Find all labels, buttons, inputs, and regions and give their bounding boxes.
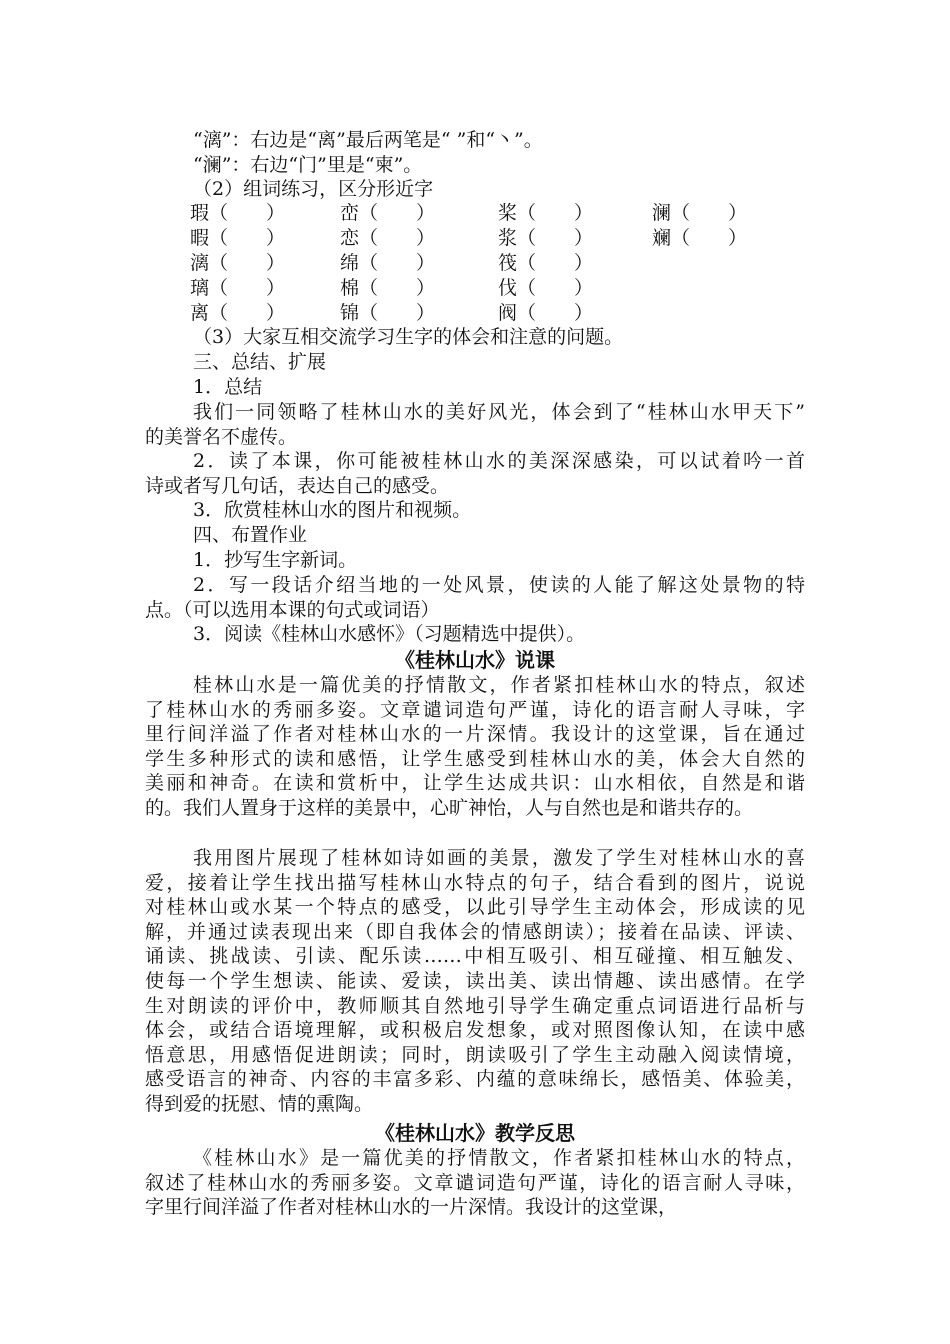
talk-p1-line: 学生多种形式的读和感悟，让学生感受到桂林山水的美，体会大自然的 [145, 748, 805, 770]
word-cell: 锦（ ） [340, 302, 436, 324]
stroke-note-line: “漓”：右边是“离”最后两笔是“ ”和“丶”。 [193, 129, 543, 151]
homework-item-2-line: 点。（可以选用本课的句式或词语） [145, 599, 440, 621]
section-3-heading: 三、总结、扩展 [193, 351, 327, 373]
word-cell: 恋（ ） [340, 227, 436, 249]
word-cell: 阀（ ） [498, 302, 594, 324]
talk-p2-line: 使每一个学生想读、能读、爱读，读出美、读出情趣、读出感情。在学 [145, 970, 805, 992]
summary-line: 我们一同领略了桂林山水的美好风光，体会到了“桂林山水甲天下” [193, 401, 805, 423]
talk-p1-line: 美丽和神奇。在读和赏析中，让学生达成共识：山水相依，自然是和谐 [145, 772, 805, 794]
talk-p2-line: 悟意思，用感悟促进朗读；同时，朗读吸引了学生主动融入阅读情境， [145, 1044, 805, 1066]
word-cell: 峦（ ） [340, 202, 436, 224]
word-cell: 离（ ） [190, 302, 286, 324]
word-cell: 筏（ ） [498, 252, 594, 274]
word-cell: 棉（ ） [340, 277, 436, 299]
talk-p2-line: 爱，接着让学生找出描写桂林山水特点的句子，结合看到的图片，说说 [145, 872, 805, 894]
talk-p1-line: 里行间洋溢了作者对桂林山水的一片深情。我设计的这堂课，旨在通过 [145, 723, 805, 745]
summary-item-2-line: 2．读了本课，你可能被桂林山水的美深深感染，可以试着吟一首 [193, 450, 805, 472]
talk-p2-line: 诵读、挑战读、引读、配乐读……中相互吸引、相互碰撞、相互触发、 [145, 945, 805, 967]
talk-p1-line: 的。我们人置身于这样的美景中，心旷神怡，人与自然也是和谐共存的。 [145, 797, 754, 819]
word-cell: 暇（ ） [190, 227, 286, 249]
word-cell: 浆（ ） [498, 227, 594, 249]
word-cell: 璃（ ） [190, 277, 286, 299]
exercise-3: （3）大家互相交流学习生字的体会和注意的问题。 [193, 326, 624, 348]
reflect-p1-line: 字里行间洋溢了作者对桂林山水的一片深情。我设计的这堂课， [145, 1196, 678, 1218]
section-4-heading: 四、布置作业 [193, 524, 308, 546]
summary-label: 1．总结 [193, 376, 263, 398]
talk-p2-line: 体会，或结合语境理解，或积极启发想象，或对照图像认知，在读中感 [145, 1019, 805, 1041]
word-cell: 伐（ ） [498, 277, 594, 299]
talk-p2-line: 我用图片展现了桂林如诗如画的美景，激发了学生对桂林山水的喜 [193, 847, 805, 869]
word-cell: 瑕（ ） [190, 202, 286, 224]
stroke-note-line: “澜”：右边“门”里是“柬”。 [193, 154, 423, 176]
word-cell: 漓（ ） [190, 252, 286, 274]
exercise-2-heading: （2）组词练习，区分形近字 [193, 178, 434, 200]
homework-item-3: 3．阅读《桂林山水感怀》（习题精选中提供）。 [193, 623, 586, 645]
talk-p2-line: 解，并通过读表现出来（即自我体会的情感朗读）；接着在品读、评读、 [145, 921, 805, 943]
talk-p1-line: 了桂林山水的秀丽多姿。文章谴词造句严谨，诗化的语言耐人寻味，字 [145, 699, 805, 721]
word-cell: 绵（ ） [340, 252, 436, 274]
talk-p2-line: 得到爱的抚慰、情的熏陶。 [145, 1093, 374, 1115]
talk-p1-line: 桂林山水是一篇优美的抒情散文，作者紧扣桂林山水的特点，叙述 [193, 674, 805, 696]
talk-p2-line: 感受语言的神奇、内容的丰富多彩、内蕴的意味绵长，感悟美、体验美， [145, 1068, 805, 1090]
summary-item-2-line: 诗或者写几句话，表达自己的感受。 [145, 475, 450, 497]
reflect-p1-line: 《桂林山水》是一篇优美的抒情散文，作者紧扣桂林山水的特点， [193, 1147, 805, 1169]
talk-title: 《桂林山水》说课 [395, 648, 555, 672]
homework-item-2-line: 2．写一段话介绍当地的一处风景，使读的人能了解这处景物的特 [193, 574, 805, 596]
word-cell: 澜（ ） [652, 202, 748, 224]
reflect-p1-line: 叙述了桂林山水的秀丽多姿。文章谴词造句严谨，诗化的语言耐人寻味， [145, 1172, 805, 1194]
summary-item-3: 3．欣赏桂林山水的图片和视频。 [193, 499, 472, 521]
homework-item-1: 1．抄写生字新词。 [193, 549, 358, 571]
talk-p2-line: 生对朗读的评价中，教师顺其自然地引导学生确定重点词语进行品析与 [145, 995, 805, 1017]
word-cell: 斓（ ） [652, 227, 748, 249]
reflection-title: 《桂林山水》教学反思 [375, 1121, 575, 1145]
talk-p2-line: 对桂林山或水某一个特点的感受，以此引导学生主动体会，形成读的见 [145, 896, 805, 918]
summary-line: 的美誉名不虚传。 [145, 426, 298, 448]
word-cell: 桨（ ） [498, 202, 594, 224]
